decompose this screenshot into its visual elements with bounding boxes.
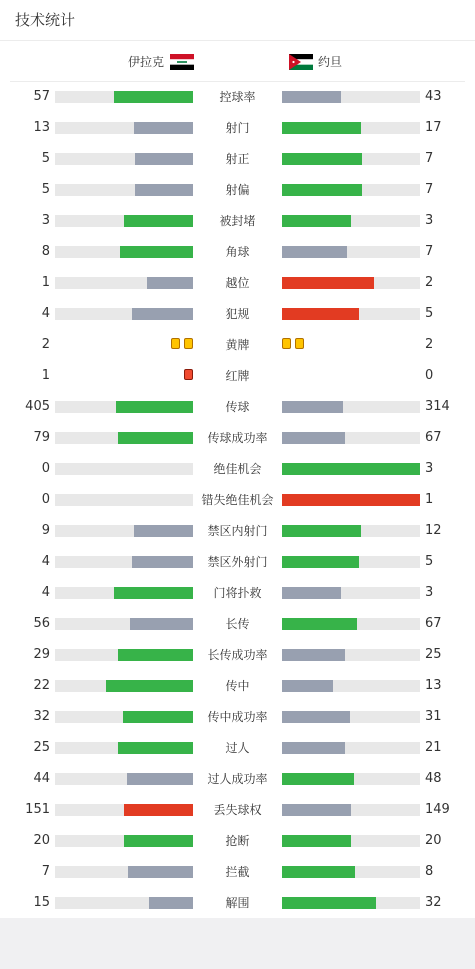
home-bar-track (55, 277, 193, 289)
stat-row (0, 268, 475, 299)
home-value: 15 (33, 895, 50, 910)
home-value: 5 (41, 151, 50, 166)
stat-label: 禁区内射门 (207, 524, 268, 538)
stat-row (0, 516, 475, 547)
home-bar-track (55, 866, 193, 878)
home-value: 56 (33, 616, 50, 631)
away-value: 7 (425, 244, 434, 259)
away-bar-track (282, 184, 420, 196)
home-bar-fill (118, 742, 193, 754)
stats-list (0, 82, 475, 919)
home-bar-track (55, 804, 193, 816)
stat-label: 犯规 (225, 307, 250, 321)
yellow-card-icon (282, 338, 291, 349)
stat-label: 角球 (225, 245, 250, 259)
home-value: 57 (33, 89, 50, 104)
home-value: 20 (33, 833, 50, 848)
home-bar-fill (128, 866, 193, 878)
home-bar-fill (118, 649, 193, 661)
home-bar-track (55, 246, 193, 258)
away-bar-fill (282, 680, 333, 692)
home-bar-fill (123, 711, 193, 723)
stat-row (0, 485, 475, 516)
home-bar-track (55, 401, 193, 413)
stat-label: 长传 (225, 617, 250, 631)
away-bar-fill (282, 587, 341, 599)
away-bar-fill (282, 494, 420, 506)
home-bar-fill (127, 773, 193, 785)
stat-label: 丢失球权 (213, 803, 262, 817)
home-value: 9 (41, 523, 50, 538)
away-bar-track (282, 556, 420, 568)
home-bar-track (55, 711, 193, 723)
home-bar-fill (120, 246, 193, 258)
away-bar-fill (282, 742, 345, 754)
home-bar-track (55, 122, 193, 134)
away-bar-fill (282, 308, 359, 320)
section-title: 技术统计 (15, 11, 76, 29)
jordan-flag-icon (289, 54, 313, 70)
home-bar-fill (135, 184, 193, 196)
away-value: 1 (425, 492, 434, 507)
home-bar-track (55, 587, 193, 599)
away-bar-track (282, 308, 420, 320)
away-value: 3 (425, 461, 434, 476)
away-bar-track (282, 773, 420, 785)
stat-row (0, 826, 475, 857)
home-bar-track (55, 649, 193, 661)
away-bar-track (282, 711, 420, 723)
away-bar-fill (282, 246, 347, 258)
away-value: 13 (425, 678, 442, 693)
stat-label: 控球率 (219, 90, 256, 104)
stat-label: 门将扑救 (213, 586, 262, 600)
away-bar-track (282, 897, 420, 909)
home-bar-track (55, 742, 193, 754)
away-value: 8 (425, 864, 434, 879)
home-bar-track (55, 618, 193, 630)
home-bar-track (55, 835, 193, 847)
stat-row (0, 578, 475, 609)
away-bar-fill (282, 525, 361, 537)
home-bar-track (55, 308, 193, 320)
home-value: 4 (41, 554, 50, 569)
away-value: 314 (425, 399, 450, 414)
away-bar-fill (282, 866, 355, 878)
away-value: 17 (425, 120, 442, 135)
home-bar-track (55, 556, 193, 568)
away-bar-track (282, 91, 420, 103)
away-team (289, 53, 342, 70)
away-bar-fill (282, 897, 376, 909)
away-value: 149 (425, 802, 450, 817)
stat-row (0, 113, 475, 144)
home-value: 405 (25, 399, 50, 414)
stat-row (0, 609, 475, 640)
stat-label: 绝佳机会 (213, 462, 262, 476)
stat-row (0, 795, 475, 826)
stat-row (0, 237, 475, 268)
home-bar-fill (134, 122, 193, 134)
away-bar-track (282, 742, 420, 754)
teams-header (0, 41, 475, 81)
home-bar-fill (134, 525, 193, 537)
stat-label: 越位 (225, 276, 250, 290)
stat-label: 解围 (225, 896, 250, 910)
away-bar-fill (282, 711, 350, 723)
away-bar-fill (282, 649, 345, 661)
away-value: 5 (425, 306, 434, 321)
away-bar-track (282, 680, 420, 692)
away-value: 3 (425, 213, 434, 228)
stat-label: 红牌 (225, 369, 250, 383)
home-bar-fill (135, 153, 193, 165)
away-bar-track (282, 277, 420, 289)
away-cards (282, 338, 304, 349)
away-value: 2 (425, 337, 434, 352)
red-card-icon (184, 369, 193, 380)
home-value: 29 (33, 647, 50, 662)
away-bar-fill (282, 184, 362, 196)
away-bar-fill (282, 401, 343, 413)
home-value: 2 (41, 337, 50, 352)
stat-row (0, 888, 475, 919)
stat-row (0, 547, 475, 578)
away-bar-fill (282, 556, 359, 568)
home-value: 32 (33, 709, 50, 724)
stat-row (0, 733, 475, 764)
home-bar-fill (114, 91, 193, 103)
away-bar-fill (282, 463, 420, 475)
yellow-card-icon (295, 338, 304, 349)
home-bar-track (55, 494, 193, 506)
home-bar-fill (116, 401, 193, 413)
away-value: 20 (425, 833, 442, 848)
home-bar-fill (147, 277, 193, 289)
stat-row (0, 764, 475, 795)
yellow-card-icon (184, 338, 193, 349)
stat-row (0, 702, 475, 733)
away-bar-fill (282, 91, 341, 103)
home-bar-track (55, 897, 193, 909)
away-bar-track (282, 401, 420, 413)
home-bar-fill (106, 680, 193, 692)
stat-label: 传中成功率 (207, 710, 268, 724)
stat-row (0, 175, 475, 206)
stat-row (0, 640, 475, 671)
away-bar-fill (282, 277, 374, 289)
stat-label: 传中 (225, 679, 250, 693)
home-bar-track (55, 184, 193, 196)
stat-row (0, 144, 475, 175)
away-bar-track (282, 215, 420, 227)
home-bar-fill (132, 556, 193, 568)
away-bar-fill (282, 432, 345, 444)
home-value: 5 (41, 182, 50, 197)
away-bar-track (282, 153, 420, 165)
home-value: 8 (41, 244, 50, 259)
stat-label: 错失绝佳机会 (201, 493, 274, 507)
away-bar-track (282, 463, 420, 475)
away-value: 3 (425, 585, 434, 600)
home-value: 44 (33, 771, 50, 786)
stat-label: 射正 (225, 152, 250, 166)
away-bar-track (282, 804, 420, 816)
stat-row (0, 671, 475, 702)
away-bar-track (282, 866, 420, 878)
home-bar-fill (124, 804, 193, 816)
home-bar-fill (124, 835, 193, 847)
away-bar-track (282, 122, 420, 134)
away-bar-fill (282, 618, 357, 630)
home-bar-track (55, 153, 193, 165)
home-value: 7 (41, 864, 50, 879)
away-bar-fill (282, 153, 362, 165)
home-value: 3 (41, 213, 50, 228)
stat-label: 拦截 (225, 865, 250, 879)
home-bar-track (55, 91, 193, 103)
stat-row (0, 392, 475, 423)
home-team (128, 53, 194, 70)
home-cards (171, 338, 193, 349)
home-value: 4 (41, 306, 50, 321)
stat-label: 过人成功率 (207, 772, 268, 786)
home-bar-fill (149, 897, 193, 909)
stat-label: 传球成功率 (207, 431, 268, 445)
away-bar-track (282, 649, 420, 661)
away-value: 7 (425, 182, 434, 197)
stat-row (0, 857, 475, 888)
stat-row (0, 206, 475, 237)
stat-label: 过人 (225, 741, 250, 755)
stat-label: 射偏 (225, 183, 250, 197)
stat-label: 传球 (225, 400, 250, 414)
away-bar-track (282, 587, 420, 599)
away-value: 48 (425, 771, 442, 786)
home-bar-track (55, 680, 193, 692)
away-bar-track (282, 525, 420, 537)
stat-row (0, 82, 475, 113)
away-bar-fill (282, 835, 351, 847)
stat-row (0, 361, 475, 392)
home-value: 151 (25, 802, 50, 817)
stat-row (0, 423, 475, 454)
away-value: 31 (425, 709, 442, 724)
home-bar-track (55, 773, 193, 785)
away-bar-fill (282, 773, 354, 785)
away-value: 25 (425, 647, 442, 662)
home-value: 4 (41, 585, 50, 600)
away-value: 43 (425, 89, 442, 104)
home-bar-track (55, 432, 193, 444)
home-value: 22 (33, 678, 50, 693)
home-bar-fill (130, 618, 193, 630)
stat-row (0, 330, 475, 361)
away-value: 67 (425, 616, 442, 631)
home-value: 0 (41, 461, 50, 476)
stat-label: 抢断 (225, 834, 250, 848)
home-bar-fill (132, 308, 193, 320)
stat-label: 射门 (225, 121, 250, 135)
home-cards (184, 369, 193, 380)
away-bar-fill (282, 122, 361, 134)
away-value: 32 (425, 895, 442, 910)
home-value: 79 (33, 430, 50, 445)
away-value: 67 (425, 430, 442, 445)
home-bar-fill (124, 215, 193, 227)
away-bar-track (282, 246, 420, 258)
home-team-name: 伊拉克 (127, 55, 164, 69)
home-value: 1 (41, 275, 50, 290)
home-value: 0 (41, 492, 50, 507)
home-value: 13 (33, 120, 50, 135)
home-bar-track (55, 525, 193, 537)
iraq-flag-icon (170, 54, 194, 70)
stat-label: 长传成功率 (207, 648, 268, 662)
away-value: 5 (425, 554, 434, 569)
away-bar-track (282, 835, 420, 847)
away-value: 2 (425, 275, 434, 290)
home-bar-track (55, 215, 193, 227)
home-bar-track (55, 463, 193, 475)
away-bar-track (282, 618, 420, 630)
stat-row (0, 454, 475, 485)
away-bar-fill (282, 804, 351, 816)
away-bar-track (282, 494, 420, 506)
away-value: 21 (425, 740, 442, 755)
home-bar-fill (114, 587, 193, 599)
stat-row (0, 299, 475, 330)
stat-label: 黄牌 (225, 338, 250, 352)
yellow-card-icon (171, 338, 180, 349)
stat-label: 被封堵 (219, 214, 256, 228)
away-value: 0 (425, 368, 434, 383)
away-value: 12 (425, 523, 442, 538)
away-team-name: 约旦 (318, 55, 343, 69)
away-bar-track (282, 432, 420, 444)
away-bar-fill (282, 215, 351, 227)
home-value: 25 (33, 740, 50, 755)
away-value: 7 (425, 151, 434, 166)
home-value: 1 (41, 368, 50, 383)
stat-label: 禁区外射门 (207, 555, 268, 569)
home-bar-fill (118, 432, 193, 444)
